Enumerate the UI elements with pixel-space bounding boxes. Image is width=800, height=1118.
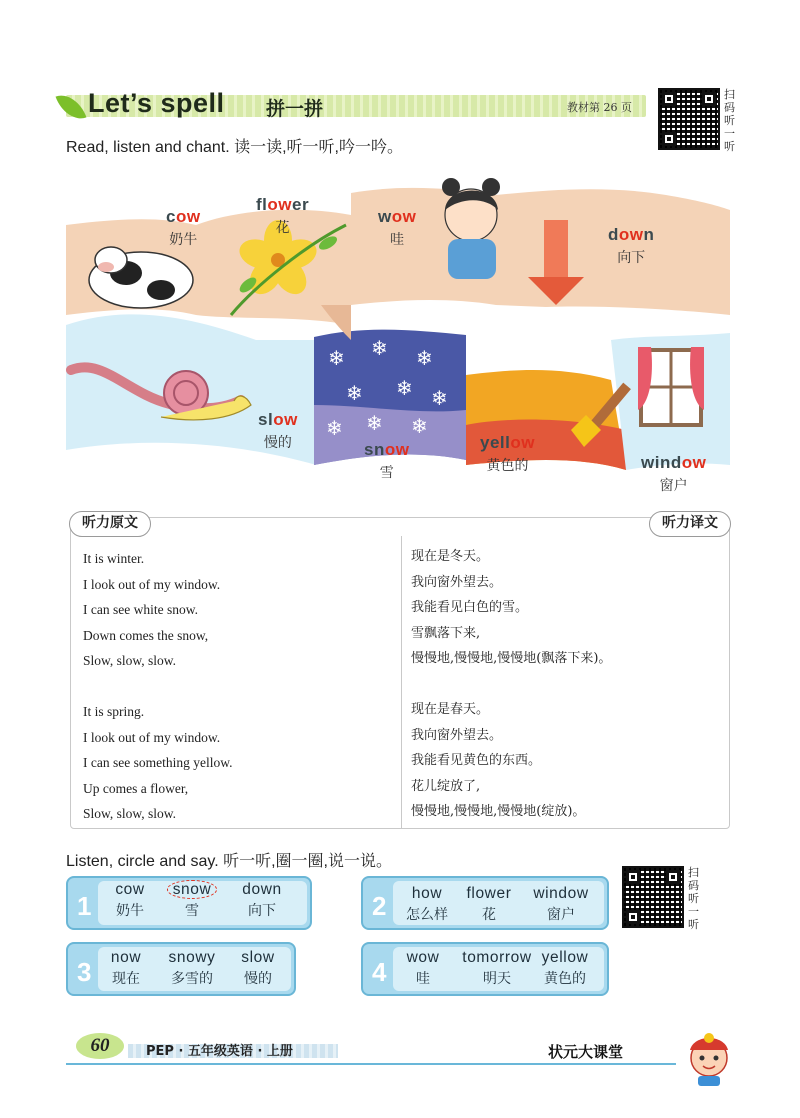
word-cow: cow 奶牛	[166, 207, 201, 248]
cn-line: 花儿绽放了,	[411, 778, 481, 794]
exercise-number: 4	[372, 957, 387, 987]
transcript-chinese	[411, 544, 721, 825]
svg-text:❄: ❄	[411, 414, 428, 438]
en-line: Up comes a flower,	[83, 780, 189, 796]
word-yellow: yellow 黄色的	[480, 433, 535, 474]
cn-line: 慢慢地,慢慢地,慢慢地(飘落下来)。	[411, 651, 612, 666]
exercise-number: 2	[372, 891, 387, 921]
en-line: Slow, slow, slow.	[83, 653, 177, 668]
svg-text:❄: ❄	[366, 411, 383, 435]
word-slow: slow 慢的	[258, 410, 298, 451]
tag-listening-translation: 听力译文	[649, 511, 731, 537]
en-line: I can see white snow.	[83, 602, 198, 617]
svg-text:❄: ❄	[371, 336, 388, 360]
section-title-en: Let’s spell	[88, 88, 225, 118]
qr-code-icon[interactable]	[658, 88, 720, 150]
en-line: It is spring.	[83, 704, 145, 719]
phonics-illustration	[66, 165, 730, 500]
exercise-number: 1	[77, 891, 92, 921]
word-option[interactable]: how 怎么样	[406, 885, 448, 923]
brand-name: 状元大课堂	[548, 1043, 624, 1061]
footer-rule	[66, 1063, 676, 1065]
section-header	[66, 88, 646, 124]
word-option[interactable]: now 现在	[110, 949, 142, 987]
tag-listening-original: 听力原文	[69, 511, 151, 537]
cn-line: 现在是冬天。	[411, 549, 490, 564]
qr-label: 扫码听一听	[724, 88, 735, 153]
qr-code-icon[interactable]	[622, 866, 684, 928]
word-option[interactable]: slow 慢的	[241, 949, 275, 987]
exercise-item-3	[66, 942, 296, 996]
word-option[interactable]: snowy 多雪的	[168, 949, 216, 987]
exercise-item-1	[66, 876, 312, 930]
transcript-english	[83, 546, 393, 827]
textbook-page-reference: 教材第 26 页	[567, 101, 632, 114]
page-number: 60	[76, 1033, 124, 1059]
qr-label: 扫码听一听	[688, 866, 699, 931]
instruction-read-listen-chant: Read, listen and chant. 读一读,听一听,吟一吟。	[66, 139, 404, 156]
cn-line: 我能看见白色的雪。	[411, 600, 529, 615]
en-line: Slow, slow, slow.	[83, 806, 177, 821]
svg-text:❄: ❄	[431, 386, 448, 410]
word-option[interactable]: wow 哇	[406, 949, 440, 987]
en-line: I can see something yellow.	[83, 755, 233, 770]
word-down: down 向下	[608, 225, 655, 266]
word-option[interactable]: down 向下	[242, 881, 282, 919]
en-line: I look out of my window.	[83, 729, 221, 745]
word-wow: wow 哇	[378, 207, 417, 248]
svg-text:❄: ❄	[346, 381, 363, 405]
en-line: I look out of my window.	[83, 576, 221, 592]
word-window: window 窗户	[641, 453, 707, 494]
svg-text:❄: ❄	[326, 416, 343, 440]
mascot-icon	[680, 1028, 738, 1088]
exercise-item-2	[361, 876, 609, 930]
exercise-item-4	[361, 942, 609, 996]
word-flower: flower 花	[256, 195, 310, 236]
exercise-number: 3	[77, 957, 92, 987]
cn-line: 现在是春天。	[411, 702, 490, 717]
word-option[interactable]: flower 花	[466, 885, 512, 923]
word-option[interactable]: window 窗户	[533, 885, 589, 923]
section-title-cn: 拼一拼	[266, 98, 324, 120]
word-snow: snow 雪	[364, 440, 410, 481]
instruction-listen-circle-say: Listen, circle and say. 听一听,圈一圈,说一说。	[66, 853, 393, 870]
word-option[interactable]: tomorrow 明天	[462, 949, 532, 987]
word-option[interactable]: cow 奶牛	[115, 881, 145, 919]
transcript-box	[70, 517, 730, 829]
word-option[interactable]: yellow 黄色的	[541, 949, 589, 987]
cn-line: 我向窗外望去。	[411, 727, 503, 743]
book-title: PEP · 五年级英语 · 上册	[146, 1044, 293, 1059]
cn-line: 我向窗外望去。	[411, 574, 503, 590]
svg-text:❄: ❄	[396, 376, 413, 400]
answer-circle: snow	[167, 880, 218, 899]
cn-line: 我能看见黄色的东西。	[411, 753, 542, 768]
cn-line: 雪飘落下来,	[411, 625, 481, 641]
svg-text:❄: ❄	[416, 346, 433, 370]
en-line: Down comes the snow,	[83, 627, 209, 643]
column-divider	[401, 536, 402, 828]
word-option-circled[interactable]: snow 雪	[152, 879, 232, 921]
en-line: It is winter.	[83, 551, 145, 566]
svg-text:❄: ❄	[328, 346, 345, 370]
cn-line: 慢慢地,慢慢地,慢慢地(绽放)。	[411, 804, 586, 819]
